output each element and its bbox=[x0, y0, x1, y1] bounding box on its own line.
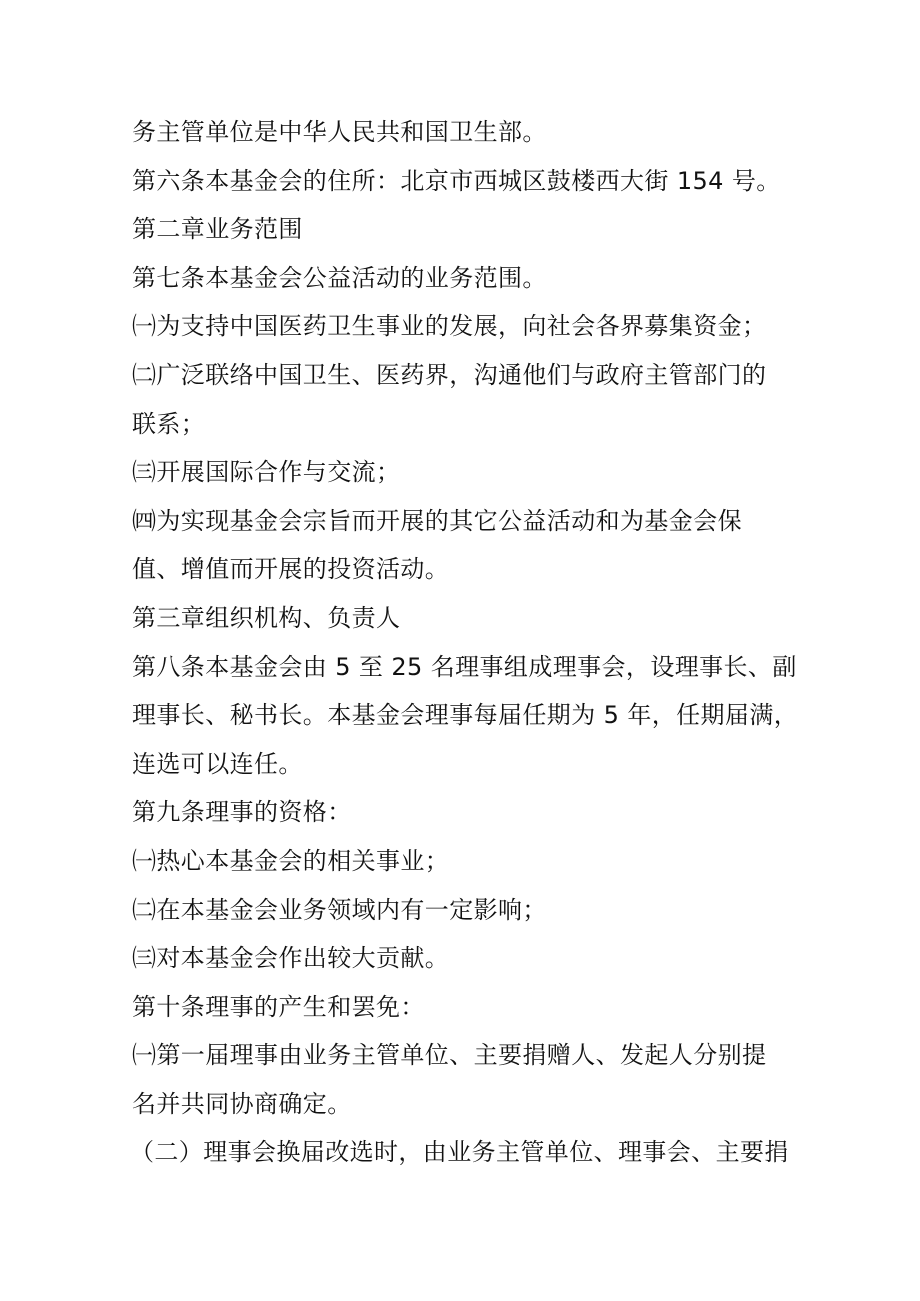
document-body bbox=[132, 108, 822, 1177]
chapter-heading: 第二章业务范围 bbox=[132, 215, 303, 244]
text-line: 第十条理事的产生和罢免： bbox=[132, 992, 425, 1021]
list-item: ㈢对本基金会作出较大贡献。 bbox=[132, 944, 450, 973]
chapter-heading: 第三章组织机构、负责人 bbox=[132, 603, 401, 632]
text-line: 第七条本基金会公益活动的业务范围。 bbox=[132, 263, 547, 292]
list-item: ㈠热心本基金会的相关事业； bbox=[132, 846, 450, 875]
list-item: ㈣为实现基金会宗旨而开展的其它公益活动和为基金会保 bbox=[132, 506, 742, 535]
text-line: 值、增值而开展的投资活动。 bbox=[132, 555, 450, 584]
text-line: 第六条本基金会的住所：北京市西城区鼓楼西大街 154 号。 bbox=[132, 166, 781, 195]
list-item: ㈡在本基金会业务领域内有一定影响； bbox=[132, 895, 547, 924]
list-item: ㈢开展国际合作与交流； bbox=[132, 458, 401, 487]
text-line: 理事长、秘书长。本基金会理事每届任期为 5 年，任期届满， bbox=[132, 701, 799, 730]
text-line: 名并共同协商确定。 bbox=[132, 1089, 352, 1118]
list-item: ㈡广泛联络中国卫生、医药界，沟通他们与政府主管部门的 bbox=[132, 360, 767, 389]
list-item: ㈠为支持中国医药卫生事业的发展，向社会各界募集资金； bbox=[132, 312, 767, 341]
text-line: 第九条理事的资格： bbox=[132, 798, 352, 827]
list-item: （二）理事会换届改选时，由业务主管单位、理事会、主要捐 bbox=[130, 1138, 789, 1167]
text-line: 务主管单位是中华人民共和国卫生部。 bbox=[132, 118, 547, 146]
text-line: 联系； bbox=[132, 409, 206, 438]
text-line: 第八条本基金会由 5 至 25 名理事组成理事会，设理事长、副 bbox=[132, 652, 797, 681]
list-item: ㈠第一届理事由业务主管单位、主要捐赠人、发起人分别提 bbox=[132, 1041, 767, 1070]
text-line: 连选可以连任。 bbox=[132, 749, 303, 778]
